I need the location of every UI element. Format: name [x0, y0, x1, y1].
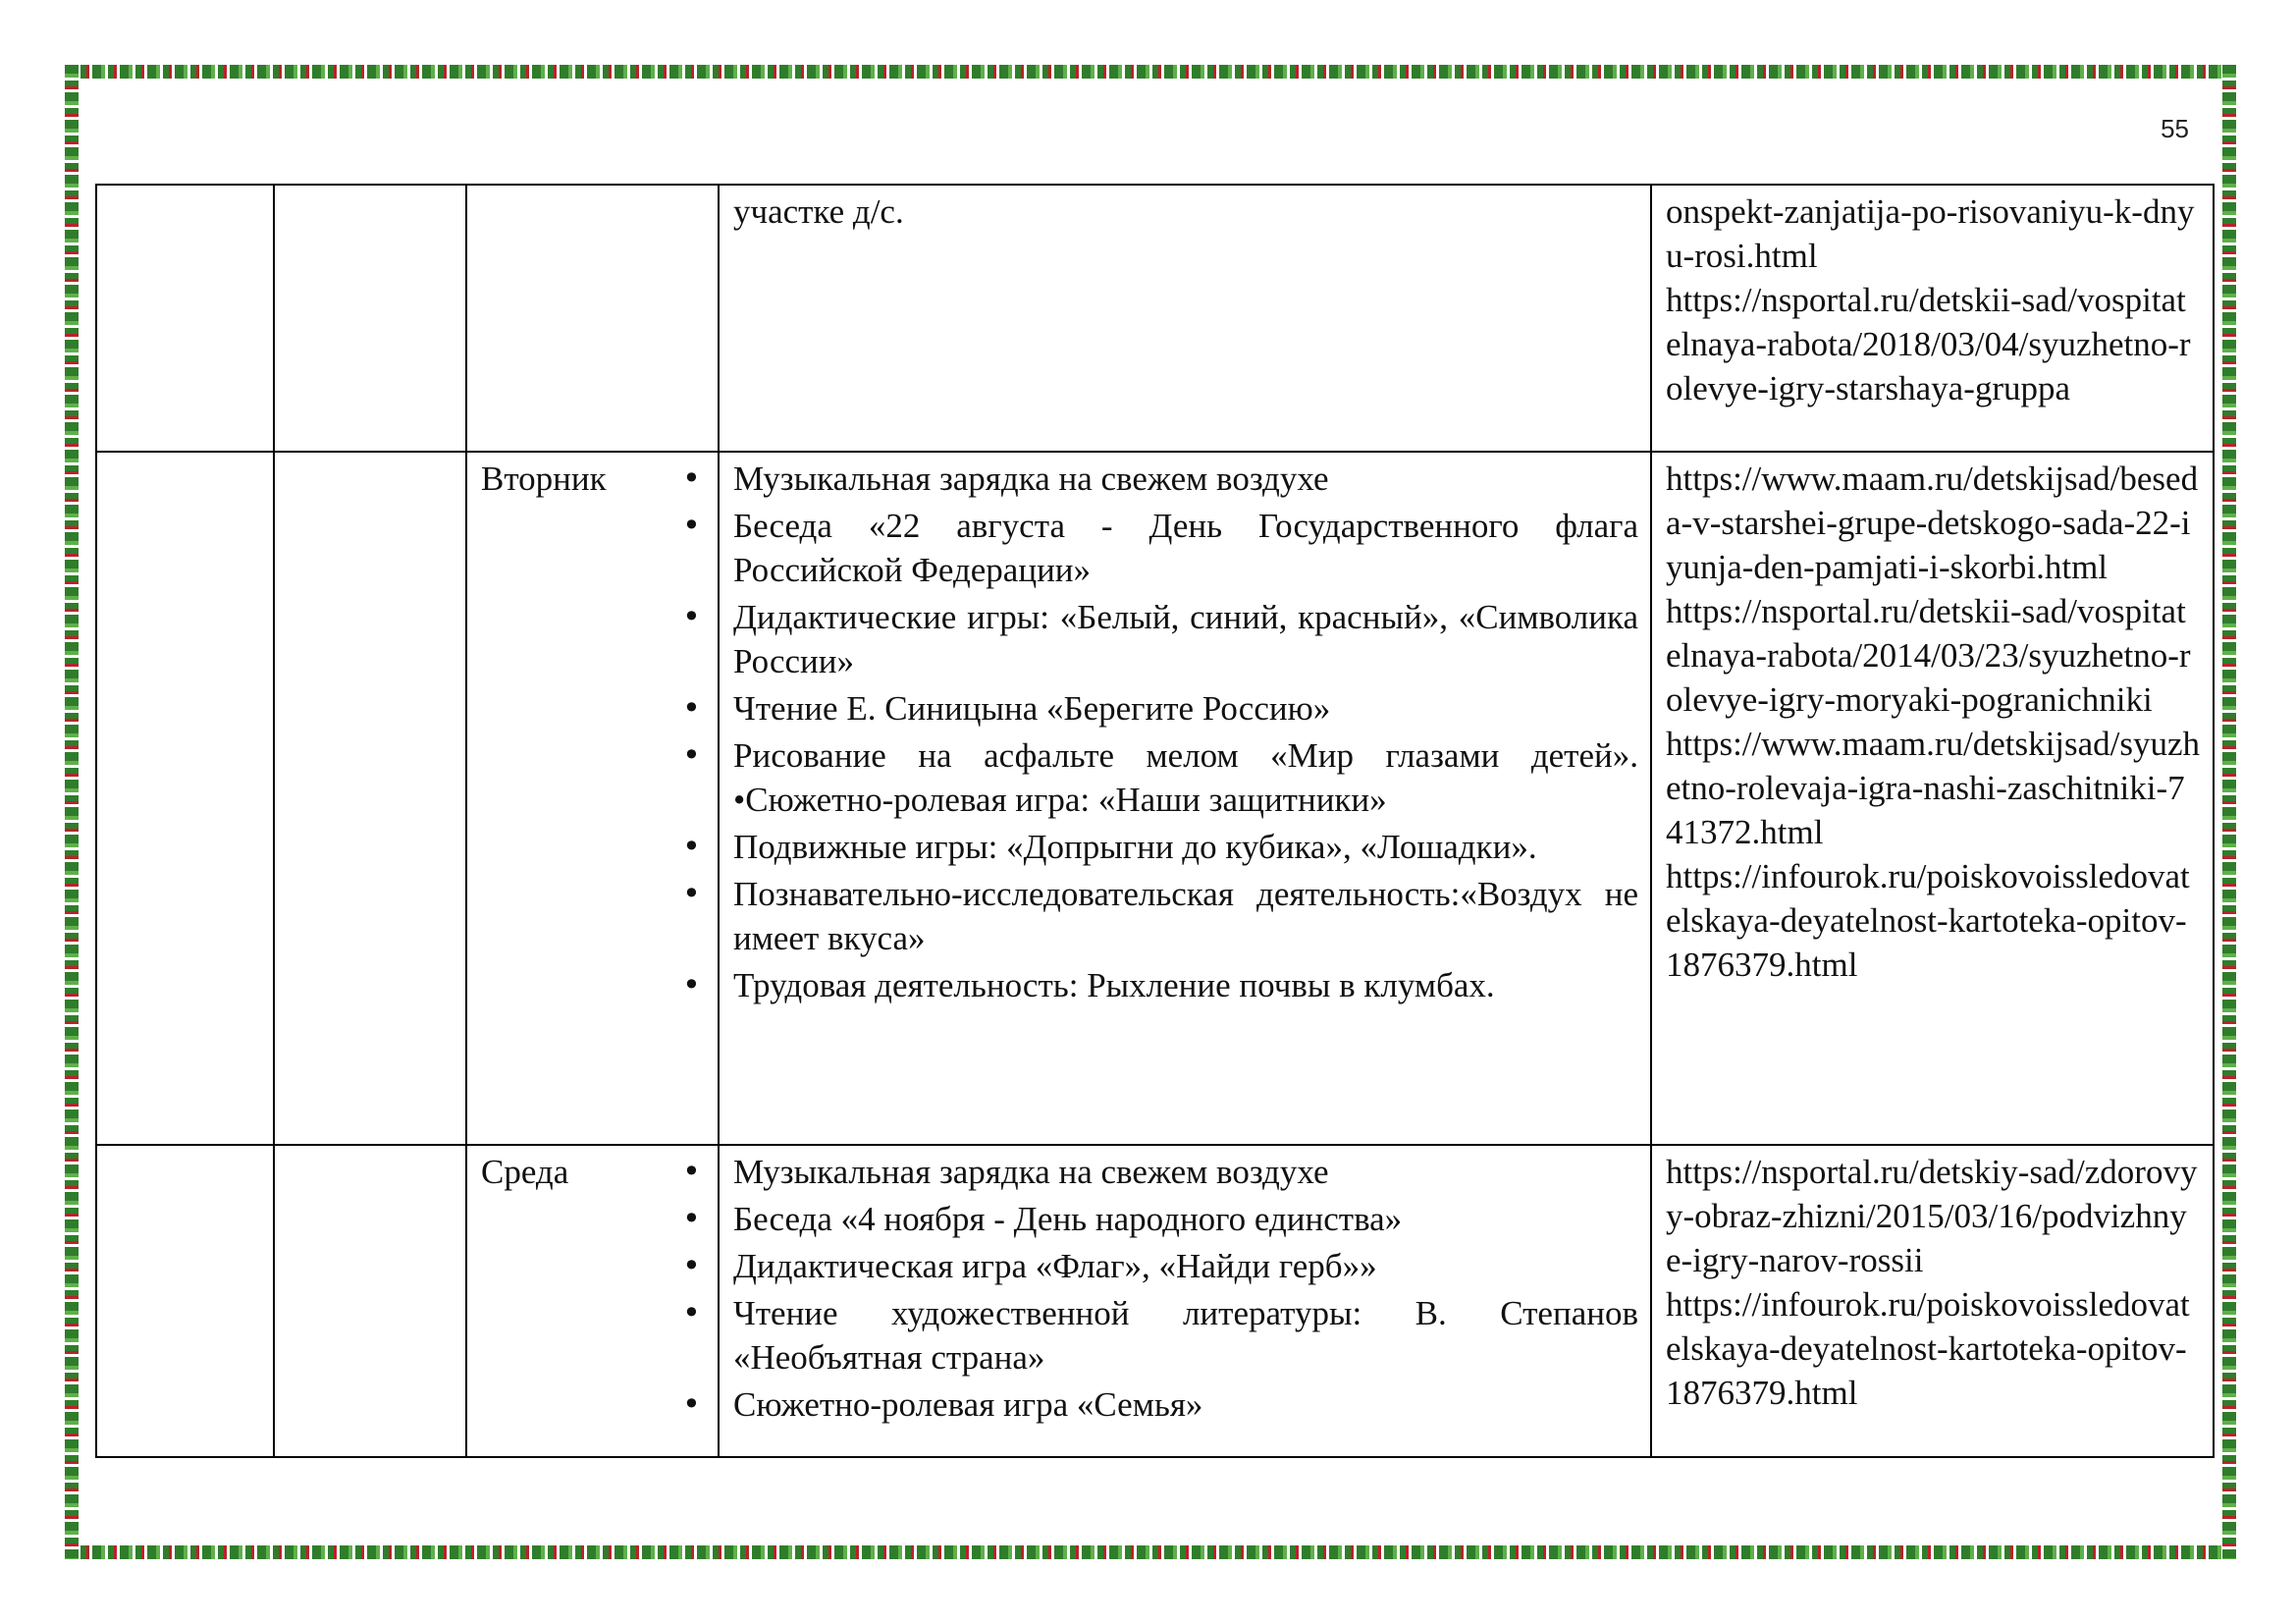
reference-link[interactable]: https://infourok.ru/poiskovoissledovatelskaya-deyatelnost-kartoteka-opitov-1876379.html	[1666, 1285, 2190, 1412]
empty-cell	[274, 452, 466, 1145]
day-cell	[466, 185, 719, 452]
list-item: • Дидактическая игра «Флаг», «Найди герб»»	[733, 1244, 1638, 1288]
list-item: • Трудовая деятельность: Рыхление почвы в клумбах.	[733, 963, 1638, 1007]
table-row	[96, 452, 2214, 1145]
list-item: • Музыкальная зарядка на свежем воздухе	[733, 457, 1638, 501]
links-cell	[1651, 452, 2214, 1145]
list-item: • Подвижные игры: «Допрыгни до кубика», «Лошадки».	[733, 825, 1638, 869]
reference-link[interactable]: https://www.maam.ru/detskijsad/beseda-v-starshei-grupe-detskogo-sada-22-iyunja-den-pamjati-i-skorbi.html	[1666, 460, 2199, 586]
list-item: участке д/с.	[733, 192, 904, 231]
reference-link[interactable]: https://infourok.ru/poiskovoissledovatelskaya-deyatelnost-kartoteka-opitov-1876379.html	[1666, 857, 2190, 984]
holly-border-left	[65, 65, 79, 1559]
activities-cell	[719, 185, 1651, 452]
list-item: • Беседа «22 августа - День Государственного флага Российской Федерации»	[733, 504, 1638, 592]
links-cell	[1651, 185, 2214, 452]
list-item: • Сюжетно-ролевая игра «Семья»	[733, 1382, 1638, 1427]
list-item: • Рисование на асфальте мелом «Мир глазами детей». •Сюжетно-ролевая игра: «Наши защитники»	[733, 733, 1638, 822]
list-item: • Музыкальная зарядка на свежем воздухе	[733, 1150, 1638, 1194]
empty-cell	[274, 1145, 466, 1457]
activities-cell	[719, 1145, 1651, 1457]
list-item: • Чтение Е. Синицына «Берегите Россию»	[733, 686, 1638, 731]
reference-link[interactable]: https://nsportal.ru/detskii-sad/vospitatelnaya-rabota/2014/03/23/syuzhetno-rolevye-igry-moryaki-pogranichniki	[1666, 592, 2191, 719]
list-item: • Беседа «4 ноября - День народного единства»	[733, 1197, 1638, 1241]
holly-border-top	[65, 65, 2236, 79]
day-cell: Вторник	[466, 452, 719, 1145]
empty-cell	[274, 185, 466, 452]
list-item: • Чтение художественной литературы: В. Степанов «Необъятная страна»	[733, 1291, 1638, 1380]
reference-link[interactable]: onspekt-zanjatija-po-risovaniyu-k-dnyu-rosi.html	[1666, 192, 2195, 275]
day-cell: Среда	[466, 1145, 719, 1457]
reference-link[interactable]: https://nsportal.ru/detskiy-sad/zdorovyy-obraz-zhizni/2015/03/16/podvizhnye-igry-narov-rossii	[1666, 1153, 2198, 1279]
empty-cell	[96, 1145, 274, 1457]
activity-plan-table	[95, 184, 2215, 1458]
table-row	[96, 1145, 2214, 1457]
list-item: • Познавательно-исследовательская деятельность:«Воздух не имеет вкуса»	[733, 872, 1638, 960]
table-row	[96, 185, 2214, 452]
reference-link[interactable]: https://www.maam.ru/detskijsad/syuzhetno-rolevaja-igra-nashi-zaschitniki-741372.html	[1666, 725, 2201, 851]
list-item: • Дидактические игры: «Белый, синий, красный», «Символика России»	[733, 595, 1638, 683]
activities-cell	[719, 452, 1651, 1145]
links-cell	[1651, 1145, 2214, 1457]
empty-cell	[96, 185, 274, 452]
empty-cell	[96, 452, 274, 1145]
holly-border-bottom	[65, 1545, 2236, 1559]
page-number: 55	[2161, 114, 2189, 143]
reference-link[interactable]: https://nsportal.ru/detskii-sad/vospitatelnaya-rabota/2018/03/04/syuzhetno-rolevye-igry-starshaya-gruppa	[1666, 281, 2191, 407]
holly-border-right	[2222, 65, 2236, 1559]
